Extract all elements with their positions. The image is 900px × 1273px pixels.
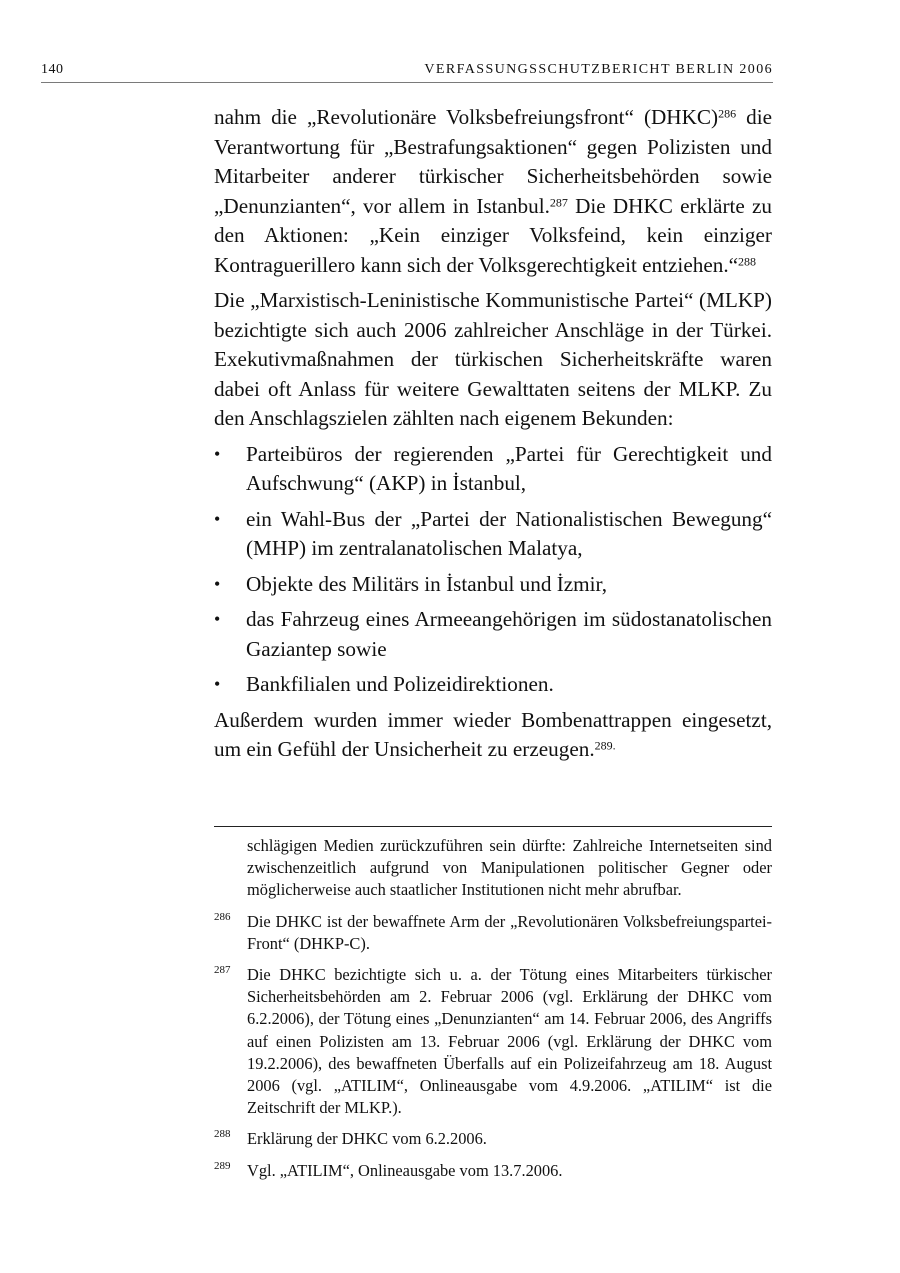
footnote-ref-286[interactable]: 286 <box>718 106 737 121</box>
footnote-number: 288 <box>214 1128 231 1141</box>
footnote-number: 287 <box>214 964 231 977</box>
page-number: 140 <box>41 62 64 77</box>
footnote-287 <box>214 964 772 1119</box>
footnote-number: 286 <box>214 910 231 923</box>
paragraph-bomb-dummies <box>214 706 772 765</box>
footnote-289 <box>214 1160 772 1182</box>
paragraph-text: die Verantwortung für „Bestrafungsaktionen“ gegen Polizisten und Mitarbeiter anderer türkischer Sicherheitsbehörden sowie „Denunzianten“, vor allem in Istanbul. <box>214 105 772 218</box>
footnote-286 <box>214 911 772 955</box>
paragraph-mlkp: Die „Marxistisch-Leninistische Kommunistische Partei“ (MLKP) bezichtigte sich auch 2006 zahlreicher Anschläge in der Türkei. Exekutivmaßnahmen der türkischen Sicherheitskräfte waren dabei oft Anlass für weitere Gewalttaten seitens der MLKP. Zu den Anschlagszielen zählten nach eigenem Bekunden: <box>214 288 772 430</box>
list-item-text: Bankfilialen und Polizeidirektionen. <box>246 672 554 696</box>
list-item-text: Parteibüros der regierenden „Partei für Gerechtigkeit und Aufschwung“ (AKP) in İstanbul, <box>246 441 772 495</box>
bullet-icon: • <box>214 573 221 594</box>
list-item-text: das Fahrzeug eines Armeeangehörigen im südostanatolischen Gaziantep sowie <box>246 607 772 661</box>
paragraph-dhkc <box>214 103 772 280</box>
footnote-text: Vgl. „ATILIM“, Onlineausgabe vom 13.7.2006. <box>247 1160 563 1180</box>
footnote-ref-287[interactable]: 287 <box>549 194 568 209</box>
footnote-288 <box>214 1128 772 1150</box>
main-text <box>214 103 772 771</box>
footnote-separator <box>214 826 772 827</box>
paragraph-text: Die DHKC erklärte zu den Aktionen: „Kein einziger Volksfeind, kein einziger Kontraguerillero kann sich der Volksgerechtigkeit entziehen.“ <box>214 193 772 277</box>
page-header <box>41 62 773 83</box>
footnote-text: Die DHKC ist der bewaffnete Arm der „Revolutionären Volksbefreiungspartei-Front“ (DHKP-C). <box>247 911 772 953</box>
footnotes <box>214 835 772 1191</box>
running-title: VERFASSUNGSSCHUTZBERICHT BERLIN 2006 <box>424 62 773 77</box>
list-item <box>214 605 772 664</box>
footnote-text: schlägigen Medien zurückzuführen sein dürfte: Zahlreiche Internetseiten sind zwischenzeitlich aufgrund von Manipulationen politischer Gegner oder möglicherweise auch staatlicher Institutionen nicht mehr abrufbar. <box>247 836 772 900</box>
footnote-continuation <box>214 835 772 902</box>
paragraph-text: nahm die „Revolutionäre Volksbefreiungsfront“ (DHKC) <box>214 105 719 129</box>
bullet-icon: • <box>214 609 221 629</box>
bullet-icon: • <box>214 508 221 529</box>
list-item <box>214 505 772 564</box>
target-list <box>214 440 772 700</box>
footnote-ref-288[interactable]: 288 <box>738 253 757 268</box>
list-item-text: Objekte des Militärs in İstanbul und İzmir, <box>246 571 608 596</box>
footnote-text: Die DHKC bezichtigte sich u. a. der Tötung eines Mitarbeiters türkischer Sicherheitsbehörden am 2. Februar 2006 (vgl. Erklärung der DHKC vom 6.2.2006), der Tötung eines „Denunzianten“ am 14. Februar 2006, des Angriffs auf einen Polizisten am 13. Februar 2006 (vgl. Erklärung der DHKC vom 19.2.2006), des bewaffneten Überfalls auf ein Polizeifahrzeug am 18. August 2006 (vgl. „ATILIM“, Onlineausgabe vom 4.9.2006. „ATILIM“ ist die Zeitschrift der MLKP.). <box>247 965 772 1118</box>
bullet-icon: • <box>214 674 221 694</box>
footnote-number: 289 <box>214 1159 231 1172</box>
list-item-text: ein Wahl-Bus der „Partei der Nationalistischen Bewegung“ (MHP) im zentralanatolischen Malatya, <box>246 506 772 560</box>
list-item <box>214 440 772 499</box>
paragraph-text: Außerdem wurden immer wieder Bombenattrappen eingesetzt, um ein Gefühl der Unsicherheit zu erzeugen. <box>214 707 772 761</box>
footnote-text: Erklärung der DHKC vom 6.2.2006. <box>247 1129 487 1149</box>
list-item <box>214 570 772 600</box>
footnote-ref-289[interactable]: 289. <box>594 738 616 753</box>
list-item <box>214 670 772 700</box>
bullet-icon: • <box>214 443 221 464</box>
